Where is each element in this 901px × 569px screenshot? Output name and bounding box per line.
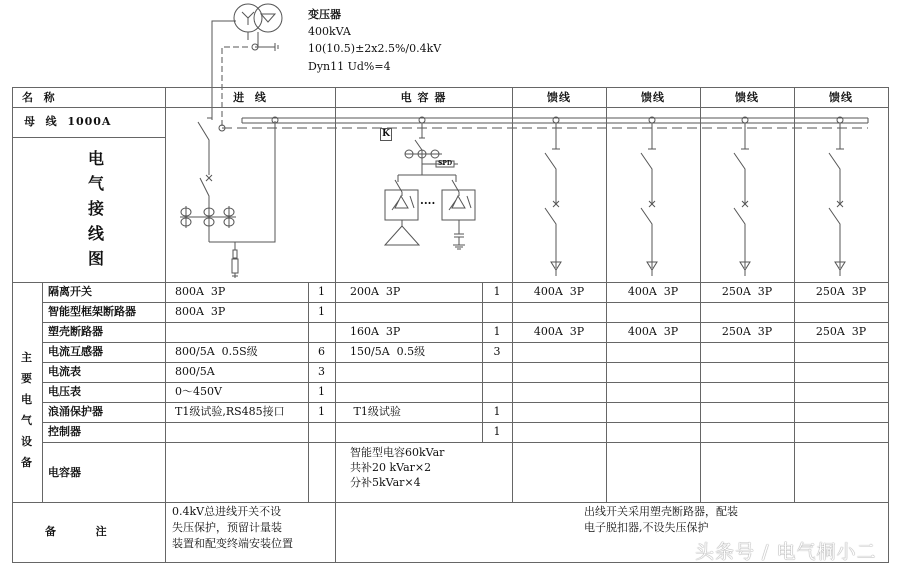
- incoming-spec: 800A 3P: [175, 305, 226, 318]
- equipment-name: 智能型框架断路器: [48, 305, 136, 318]
- incoming-qty: 3: [318, 365, 325, 378]
- transformer-title: 变压器: [308, 8, 341, 21]
- equipment-name: 电容器: [48, 466, 81, 479]
- transformer-vector-group: Dyn11 Ud%=4: [308, 60, 391, 73]
- incoming-qty: 1: [318, 305, 325, 318]
- diagram-label-char: 接: [88, 199, 105, 218]
- capacitor-description-line: 分补5kVar×4: [350, 476, 421, 489]
- diagram-label-char: 电: [88, 149, 105, 168]
- feeder-3-column-header: 馈线: [735, 91, 759, 104]
- group-label-char: 气: [21, 414, 33, 427]
- feeder-branch-3: [734, 117, 750, 276]
- transformer-secondary-winding-icon: [254, 4, 282, 32]
- incoming-qty: 1: [318, 385, 325, 398]
- remarks-feeder-line: 电子脱扣器,不设失压保护: [584, 521, 709, 534]
- feeder-branch-1: [545, 117, 561, 276]
- capacitor-column-header: 电 容 器: [400, 91, 447, 104]
- spd-tag: SPD: [438, 160, 453, 167]
- feeder-branch-2: [641, 117, 657, 276]
- feeder-1-spec: 400A 3P: [533, 285, 585, 298]
- feeder-1-spec: 400A 3P: [533, 325, 585, 338]
- group-label-char: 设: [21, 435, 33, 448]
- feeder-3-spec: 250A 3P: [721, 325, 773, 338]
- equipment-name: 电流表: [48, 365, 81, 378]
- group-label-char: 主: [21, 351, 33, 364]
- group-label-char: 要: [21, 372, 33, 385]
- feeder-4-column-header: 馈线: [829, 91, 853, 104]
- capacitor-continuation-dots: ····: [420, 197, 436, 210]
- feeder-2-column-header: 馈线: [641, 91, 665, 104]
- capacitor-description-line: 智能型电容60kVar: [350, 446, 445, 459]
- diagram-label-char: 线: [88, 224, 105, 243]
- transformer-ratio: 10(10.5)±2x2.5%/0.4kV: [308, 42, 442, 55]
- incoming-spec: 800A 3P: [175, 285, 226, 298]
- equipment-name: 浪涌保护器: [48, 405, 103, 418]
- capacitor-spec: T1级试验: [350, 405, 401, 418]
- capacitor-qty: 1: [493, 285, 501, 298]
- transformer-rating: 400kVA: [308, 25, 351, 38]
- equipment-name: 隔离开关: [48, 285, 92, 298]
- equipment-name: 电流互感器: [48, 345, 103, 358]
- incoming-qty: 1: [318, 405, 325, 418]
- group-label-char: 电: [21, 393, 33, 406]
- capacitor-qty: 1: [493, 425, 501, 438]
- feeder-2-spec: 400A 3P: [627, 325, 679, 338]
- incoming-spec: 800/5A: [175, 365, 215, 378]
- incoming-qty: 1: [318, 285, 325, 298]
- busbar-label: 母 线 1000A: [24, 115, 112, 128]
- diagram-label-char: 气: [88, 174, 105, 193]
- name-column-header: 名 称: [22, 91, 56, 104]
- capacitor-description-line: 共补20 kVar×2: [350, 461, 432, 474]
- incoming-spec: 800/5A 0.5S级: [175, 345, 258, 358]
- feeder-2-spec: 400A 3P: [627, 285, 679, 298]
- feeder-1-column-header: 馈线: [547, 91, 571, 104]
- equipment-name: 控制器: [48, 425, 81, 438]
- capacitor-qty: 3: [493, 345, 501, 358]
- capacitor-spec: 200A 3P: [350, 285, 401, 298]
- capacitor-switch-tag: K: [380, 128, 392, 141]
- remarks-incoming-line: 0.4kV总进线开关不设: [172, 505, 282, 518]
- capacitor-spec: 150/5A 0.5级: [350, 345, 426, 358]
- equipment-name: 电压表: [48, 385, 81, 398]
- feeder-3-spec: 250A 3P: [721, 285, 773, 298]
- capacitor-qty: 1: [493, 325, 501, 338]
- watermark: 头条号 / 电气桐小二: [695, 541, 877, 563]
- capacitor-spec: 160A 3P: [350, 325, 401, 338]
- remarks-label: 备 注: [45, 525, 108, 538]
- group-label-char: 备: [21, 456, 33, 469]
- incoming-qty: 6: [318, 345, 325, 358]
- remarks-incoming-line: 装置和配变终端安装位置: [172, 537, 293, 550]
- equipment-name: 塑壳断路器: [48, 325, 103, 338]
- capacitor-qty: 1: [493, 405, 501, 418]
- feeder-4-spec: 250A 3P: [815, 285, 867, 298]
- incoming-spec: 0～450V: [175, 385, 222, 398]
- remarks-feeder-line: 出线开关采用塑壳断路器，配装: [584, 505, 738, 518]
- diagram-label-char: 图: [88, 249, 105, 268]
- incoming-column-header: 进 线: [233, 91, 267, 104]
- feeder-4-spec: 250A 3P: [815, 325, 867, 338]
- remarks-incoming-line: 失压保护，预留计量装: [172, 521, 282, 534]
- incoming-spec: T1级试验,RS485接口: [175, 405, 285, 418]
- feeder-branch-4: [829, 117, 845, 276]
